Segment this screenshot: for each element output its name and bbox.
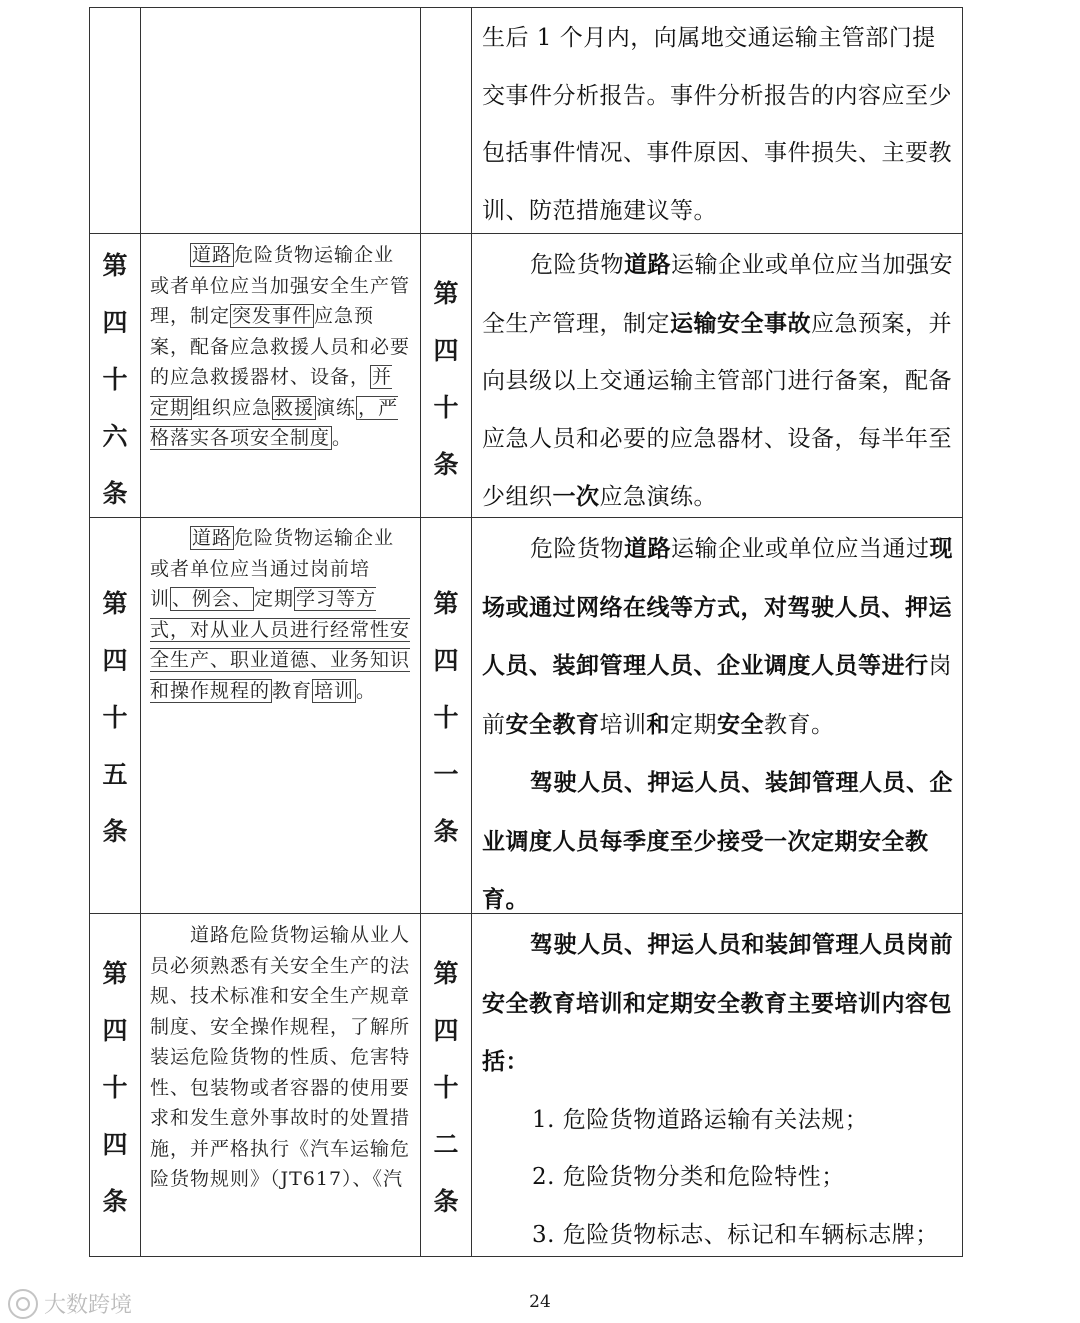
list-item: 1. 危险货物道路运输有关法规；: [532, 1106, 869, 1133]
watermark-logo-icon: [8, 1289, 38, 1319]
row0-new-text: 生后 1 个月内，向属地交通运输主管部门提交事件分析报告。事件分析报告的内容应至少包括事件情况、事件原因、事件损失、主要教训、防范措施建议等。: [482, 25, 952, 224]
table-border-top: [89, 7, 963, 8]
row2-old-article-number: 第 四 十 五 条: [102, 589, 128, 846]
list-item: 2. 危险货物分类和危险特性；: [532, 1164, 845, 1190]
row1-new-article-number: 第 四 十 条: [433, 279, 459, 479]
row3-new-text: 驾驶人员、押运人员和装卸管理人员岗前安全教育培训和定期安全教育主要培训内容包括： 1. 危险货物道路运输有关法规； 2. 危险货物分类和危险特性； 3. 危险货物标志、标记和车辆标志牌；: [482, 916, 954, 1264]
col-divider: [471, 7, 472, 1256]
list-item: 3. 危险货物标志、标记和车辆标志牌；: [532, 1221, 939, 1248]
row2-new-article-number: 第 四 十 一 条: [433, 589, 459, 846]
watermark-text: 大数跨境: [44, 1293, 133, 1318]
row1-old-article-number: 第 四 十 六 条: [102, 251, 128, 508]
row2-new-text: 危险货物道路运输企业或单位应当通过现场或通过网络在线等方式，对驾驶人员、押运人员、装卸管理人员、企业调度人员等进行岗前安全教育培训和定期安全教育。 驾驶人员、押运人员、装卸管理人员、企业调度人员每季度至少接受一次定期安全教育。: [482, 535, 953, 913]
row1-new-text: 危险货物道路运输企业或单位应当加强安全生产管理，制定运输安全事故应急预案，并向县级以上交通运输主管部门进行备案，配备应急人员和必要的应急器材、设备，每半年至少组织一次应急演练。: [482, 251, 953, 510]
row1-old-text: 道路 危险货物运输企业或者单位应当加强安全生产管理，制定 突发事件 应急预案，配备应急救援人员和必要的应急救援器材、设备， 并定期 组织应急 救援 演练 ，严格落实各项安全制度 。: [150, 244, 411, 449]
row3-new-article-number: 第 四 十 二 条: [433, 959, 459, 1216]
row3-old-article-number: 第 四 十 四 条: [102, 959, 128, 1216]
col-divider: [962, 7, 963, 1256]
watermark: [8, 1288, 132, 1319]
page-number: 24: [529, 1292, 551, 1312]
row3-old-text: 道路危险货物运输从业人员必须熟悉有关安全生产的法规、技术标准和安全生产规章制度、安全操作规程，了解所装运危险货物的性质、危害特性、包装物或者容器的使用要求和发生意外事故时的处置措施，并严格执行《汽车运输危险货物规则》（JT617）、《汽: [150, 924, 411, 1190]
row2-old-text: 道路 危险货物运输企业或者单位应当通过岗前培训 、例会、 定期 学习等方式，对从业人员进行经常性安全生产、职业道德、业务知识和操作规程的 教育 培训 。: [150, 527, 411, 702]
col-divider: [140, 7, 141, 1256]
